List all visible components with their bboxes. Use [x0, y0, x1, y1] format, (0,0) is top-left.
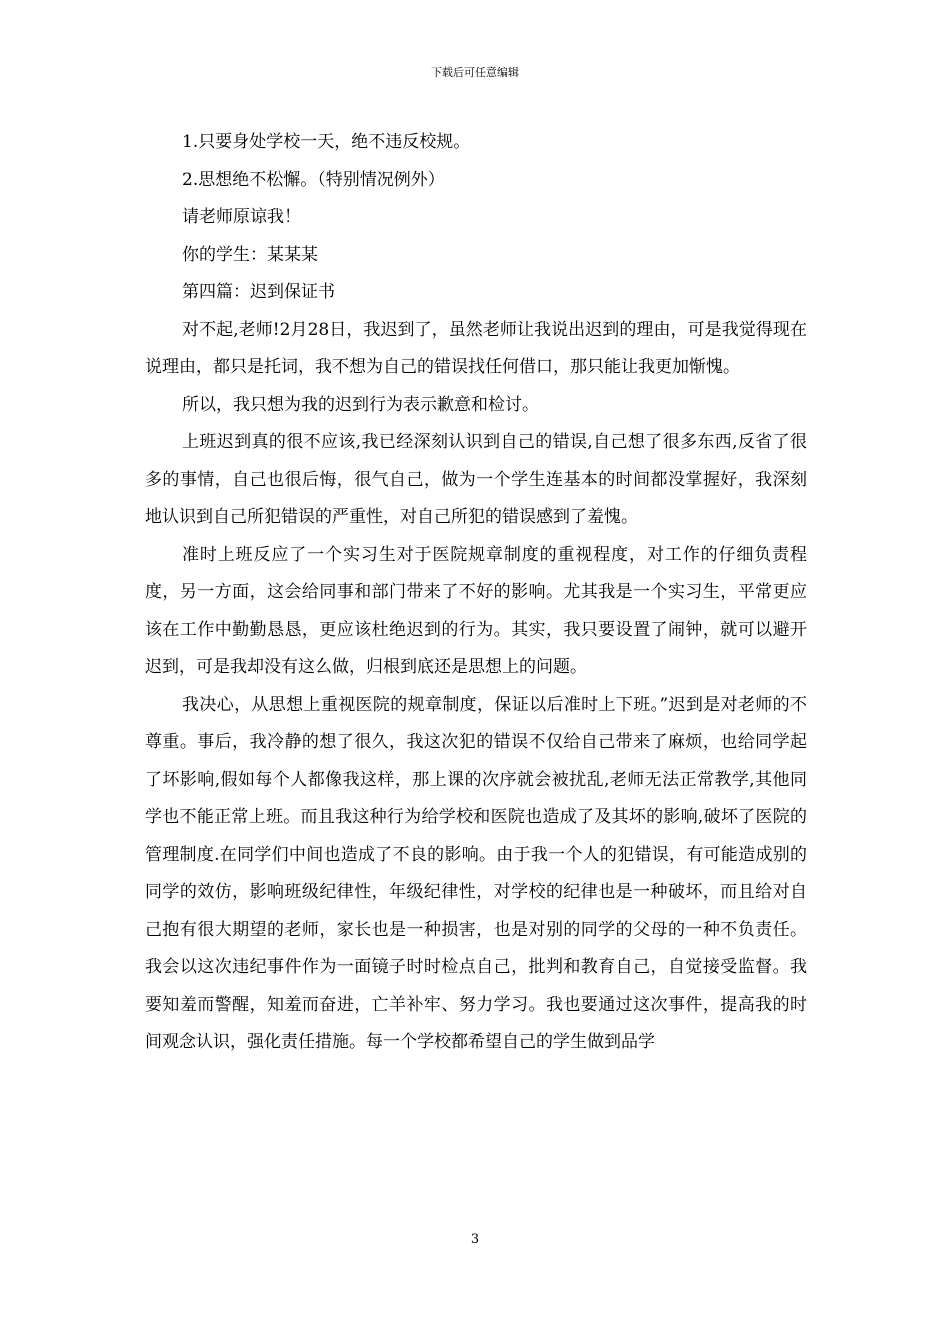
paragraph: 我决心，从思想上重视医院的规章制度，保证以后准时上下班。”迟到是对老师的不尊重。事后，我冷静的想了很久，我这次犯的错误不仅给自己带来了麻烦，也给同学起了坏影响,假如每个人都像我这样，那上课的次序就会被扰乱,老师无法正常教学,其他同学也不能正常上班。而且我这种行为给学校和医院也造成了及其坏的影响,破坏了医院的管理制度.在同学们中间也造成了不良的影响。由于我一个人的犯错误，有可能造成别的同学的效仿，影响班级纪律性，年级纪律性，对学校的纪律也是一种破坏，而且给对自己抱有很大期望的老师，家长也是一种损害，也是对别的同学的父母的一种不负责任。我会以这次违纪事件作为一面镜子时时检点自己，批判和教育自己，自觉接受监督。我要知羞而警醒，知羞而奋进，亡羊补牢、努力学习。我也要通过这次事件，提高我的时间观念认识，强化责任措施。每一个学校都希望自己的学生做到品学: [145, 694, 807, 1052]
paragraph: 所以，我只想为我的迟到行为表示歉意和检讨。: [182, 394, 539, 415]
apology-line: 请老师原谅我！: [182, 207, 301, 227]
document-body: [145, 124, 807, 1062]
list-item-1: 1.只要身处学校一天，绝不违反校规。: [182, 132, 471, 152]
page-number: 3: [470, 1232, 480, 1247]
list-item-2: 2.思想绝不松懈。（特别情况例外）: [182, 169, 445, 190]
paragraph: 准时上班反应了一个实习生对于医院规章制度的重视程度，对工作的仔细负责程度，另一方面，这会给同事和部门带来了不好的影响。尤其我是一个实习生，平常更应该在工作中勤勤恳恳，更应该杜绝迟到的行为。其实，我只要设置了闹钟，就可以避开迟到，可是我却没有这么做，归根到底还是思想上的问题。: [145, 544, 807, 677]
signature-line: 你的学生：某某某: [182, 244, 318, 265]
section-heading: 第四篇：迟到保证书: [182, 282, 335, 302]
page-header: 下载后可任意编辑: [431, 66, 519, 79]
paragraph: 上班迟到真的很不应该,我已经深刻认识到自己的错误,自己想了很多东西,反省了很多的事情，自己也很后悔，很气自己，做为一个学生连基本的时间都没掌握好，我深刻地认识到自己所犯错误的严重性，对自己所犯的错误感到了羞愧。: [145, 432, 807, 527]
paragraph: 对不起,老师!2月28日，我迟到了，虽然老师让我说出迟到的理由，可是我觉得现在说理由，都只是托词，我不想为自己的错误找任何借口，那只能让我更加惭愧。: [145, 319, 807, 377]
